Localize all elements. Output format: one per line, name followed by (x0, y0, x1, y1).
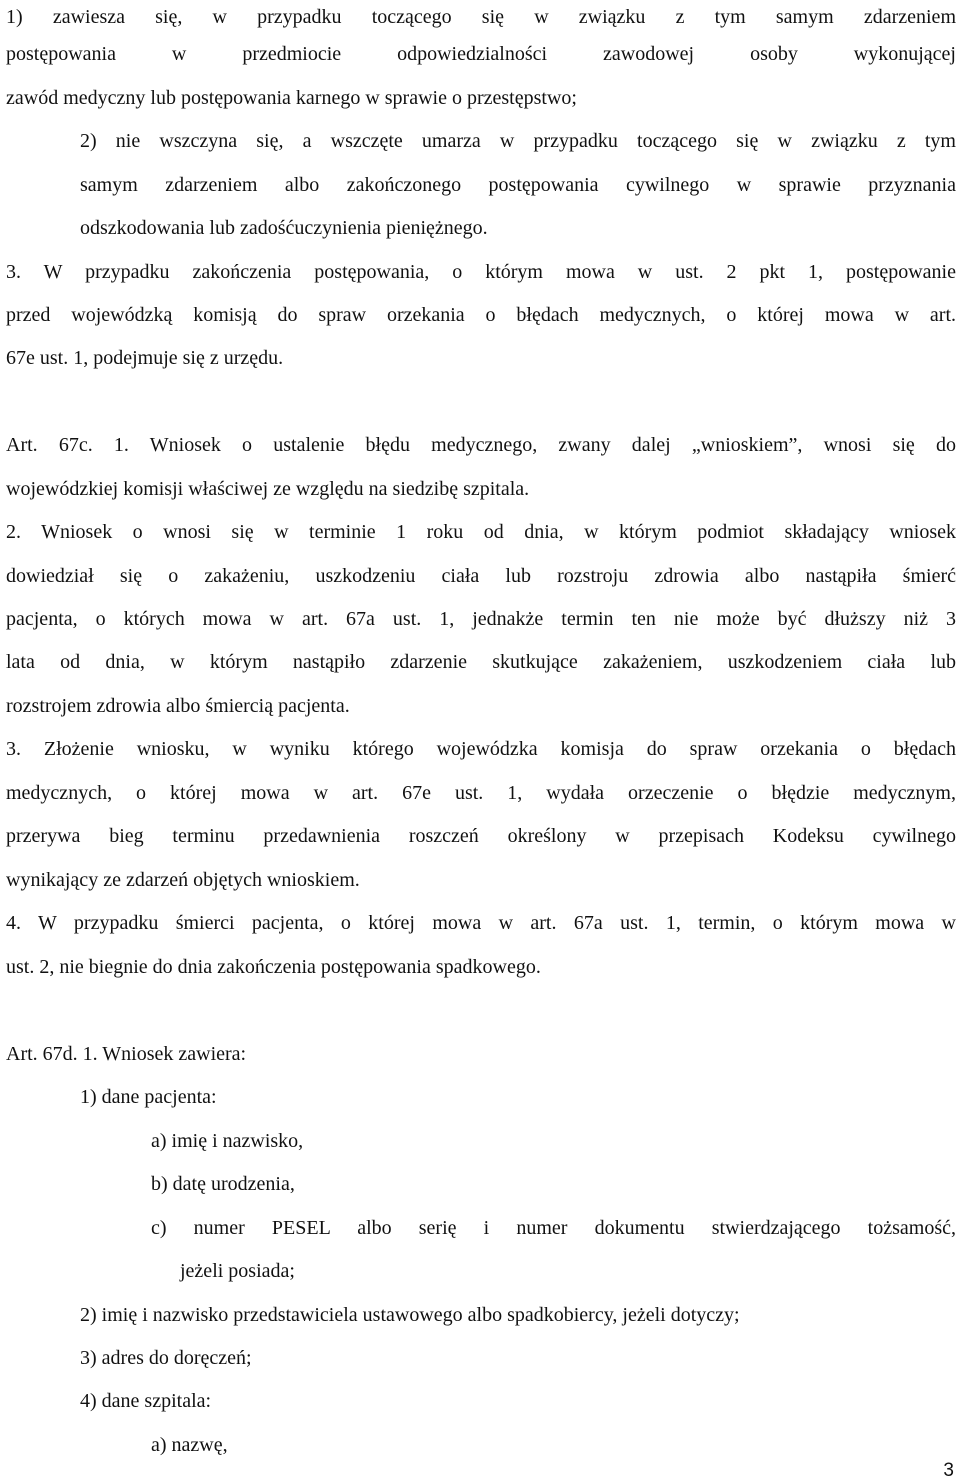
text-line: pacjenta, o których mowa w art. 67a ust. 1, jednakże termin ten nie może być dłuższy niż 3 (6, 608, 956, 630)
text-line: rozstrojem zdrowia albo śmiercią pacjenta. (6, 695, 350, 717)
text-line: ust. 2, nie biegnie do dnia zakończenia postępowania spadkowego. (6, 956, 541, 978)
text-line: 2. Wniosek o wnosi się w terminie 1 roku od dnia, w którym podmiot składający wniosek (6, 521, 956, 543)
text-line: Art. 67c. 1. Wniosek o ustalenie błędu medycznego, zwany dalej „wnioskiem”, wnosi się do (6, 434, 956, 456)
text-line: 67e ust. 1, podejmuje się z urzędu. (6, 347, 284, 369)
text-line: Art. 67d. 1. Wniosek zawiera: (6, 1043, 247, 1065)
text-line: wojewódzkiej komisji właściwej ze względu na siedzibę szpitala. (6, 478, 530, 500)
text-line: dowiedział się o zakażeniu, uszkodzeniu ciała lub rozstroju zdrowia albo nastąpiła śmierć (6, 565, 956, 587)
text-line: przerywa bieg terminu przedawnienia roszczeń określony w przepisach Kodeksu cywilnego (6, 825, 956, 847)
text-line: jeżeli posiada; (180, 1260, 295, 1282)
text-line: zawód medyczny lub postępowania karnego w sprawie o przestępstwo; (6, 87, 577, 109)
text-line: wynikający ze zdarzeń objętych wnioskiem. (6, 869, 360, 891)
text-line: postępowania w przedmiocie odpowiedzialności zawodowej osoby wykonującej (6, 43, 956, 65)
text-line: odszkodowania lub zadośćuczynienia pieniężnego. (80, 217, 488, 239)
list-item: 2) imię i nazwisko przedstawiciela ustawowego albo spadkobiercy, jeżeli dotyczy; (80, 1304, 740, 1326)
text-line: lata od dnia, w którym nastąpiło zdarzenie skutkujące zakażeniem, uszkodzeniem ciała lub (6, 651, 956, 673)
list-item: a) nazwę, (151, 1434, 228, 1456)
text-line: 1) zawiesza się, w przypadku toczącego się w związku z tym samym zdarzeniem (6, 6, 956, 28)
text-line: 3. W przypadku zakończenia postępowania, o którym mowa w ust. 2 pkt 1, postępowanie (6, 261, 956, 283)
list-item: 1) dane pacjenta: (80, 1086, 217, 1108)
text-line: 4. W przypadku śmierci pacjenta, o której mowa w art. 67a ust. 1, termin, o którym mowa w (6, 912, 956, 934)
text-line: przed wojewódzką komisją do spraw orzekania o błędach medycznych, o której mowa w art. (6, 304, 956, 326)
text-line: samym zdarzeniem albo zakończonego postępowania cywilnego w sprawie przyznania (80, 174, 956, 196)
list-item: 4) dane szpitala: (80, 1390, 212, 1412)
text-line: 2) nie wszczyna się, a wszczęte umarza w przypadku toczącego się w związku z tym (80, 130, 956, 152)
list-item: b) datę urodzenia, (151, 1173, 295, 1195)
page-number: 3 (943, 1460, 954, 1481)
text-line: medycznych, o której mowa w art. 67e ust. 1, wydała orzeczenie o błędzie medycznym, (6, 782, 956, 804)
list-item: 3) adres do doręczeń; (80, 1347, 252, 1369)
list-item: a) imię i nazwisko, (151, 1130, 304, 1152)
list-item: c) numer PESEL albo serię i numer dokumentu stwierdzającego tożsamość, (151, 1217, 956, 1239)
text-line: 3. Złożenie wniosku, w wyniku którego wojewódzka komisja do spraw orzekania o błędach (6, 738, 956, 760)
